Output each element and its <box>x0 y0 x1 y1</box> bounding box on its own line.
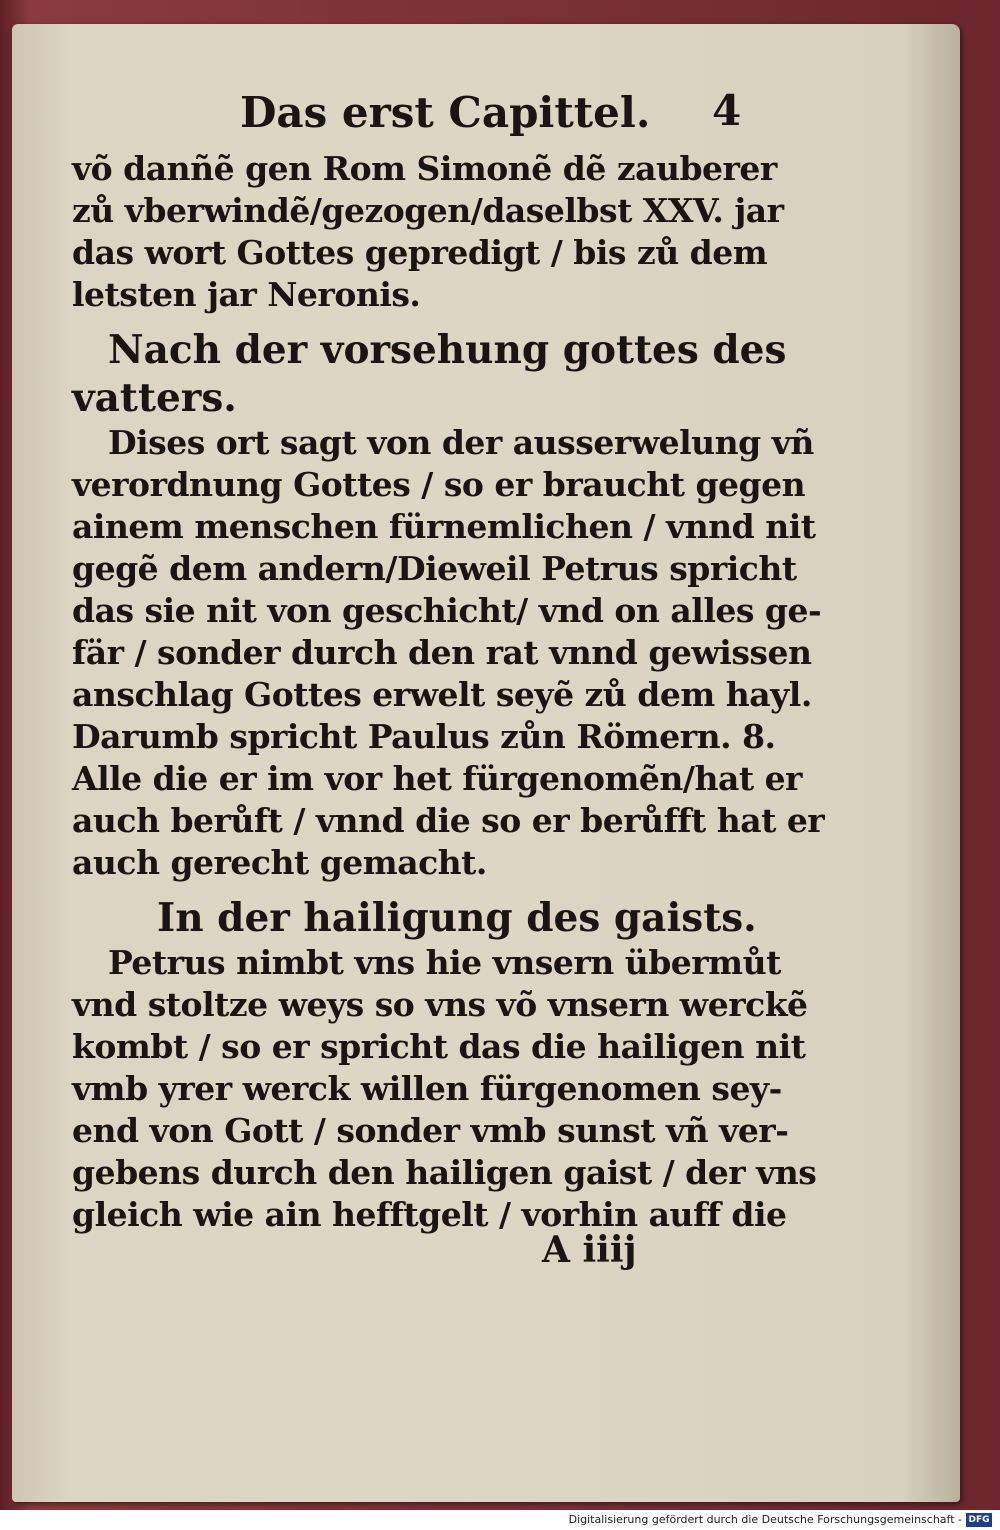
text-line: vmb yrer werck willen fürgenomen sey- <box>72 1069 782 1108</box>
text-line: võ danñẽ gen Rom Simonẽ dẽ zauberer <box>72 149 777 188</box>
text-line: end von Gott / sonder vmb sunst vñ ver- <box>72 1111 789 1150</box>
paragraph-block-3 <box>72 942 817 1236</box>
text-line: auch berůft / vnnd die so er berůfft hat er <box>72 801 825 840</box>
text-line: auch gerecht gemacht. <box>72 843 487 882</box>
text-line: gebens durch den hailigen gaist / der vns <box>72 1153 817 1192</box>
paragraph-block-2 <box>72 422 825 884</box>
section-heading-2: In der hailigung des gaists. <box>157 895 757 941</box>
text-line: vnd stoltze weys so vns võ vnsern werckẽ <box>72 985 808 1024</box>
running-head <box>72 84 792 148</box>
text-line: Petrus nimbt vns hie vnsern übermůt <box>108 943 781 982</box>
text-line: letsten jar Neronis. <box>72 275 421 314</box>
text-line: ainem menschen fürnemlichen / vnnd nit <box>72 507 816 546</box>
paragraph-block-1 <box>72 148 792 316</box>
page-text <box>72 84 825 1236</box>
text-line: zů vberwindẽ/gezogen/daselbst XXV. jar <box>72 191 784 230</box>
dfg-logo-icon: DFG <box>966 1513 992 1527</box>
text-line: Alle die er im vor het fürgenomẽn/hat er <box>72 759 802 798</box>
footer-credit: Digitalisierung gefördert durch die Deutsche Forschungsgemeinschaft - <box>568 1513 962 1526</box>
text-line: fär / sonder durch den rat vnnd gewissen <box>72 633 812 672</box>
text-line: gegẽ dem andern/Dieweil Petrus spricht <box>72 549 797 588</box>
text-line: das sie nit von geschicht/ vnd on alles ge- <box>72 591 822 630</box>
signature-mark: A iiij <box>542 1229 637 1271</box>
text-line: Darumb spricht Paulus zůn Römern. 8. <box>72 717 776 756</box>
book-page <box>12 24 960 1502</box>
heading-line: vatters. <box>72 375 237 421</box>
heading-line: Nach der vorsehung gottes des <box>108 327 787 373</box>
section-heading-1 <box>72 326 792 422</box>
folio-number: 4 <box>712 86 742 135</box>
running-head-title: Das erst Capittel. <box>240 88 651 137</box>
text-line: anschlag Gottes erwelt seyẽ zů dem hayl. <box>72 675 812 714</box>
text-line: Dises ort sagt von der ausserwelung vñ <box>108 423 814 462</box>
text-line: gleich wie ain hefftgelt / vorhin auff die <box>72 1195 787 1234</box>
digitization-footer <box>0 1510 1000 1530</box>
text-line: verordnung Gottes / so er braucht gegen <box>72 465 806 504</box>
text-line: kombt / so er spricht das die hailigen nit <box>72 1027 806 1066</box>
text-line: das wort Gottes gepredigt / bis zů dem <box>72 233 768 272</box>
